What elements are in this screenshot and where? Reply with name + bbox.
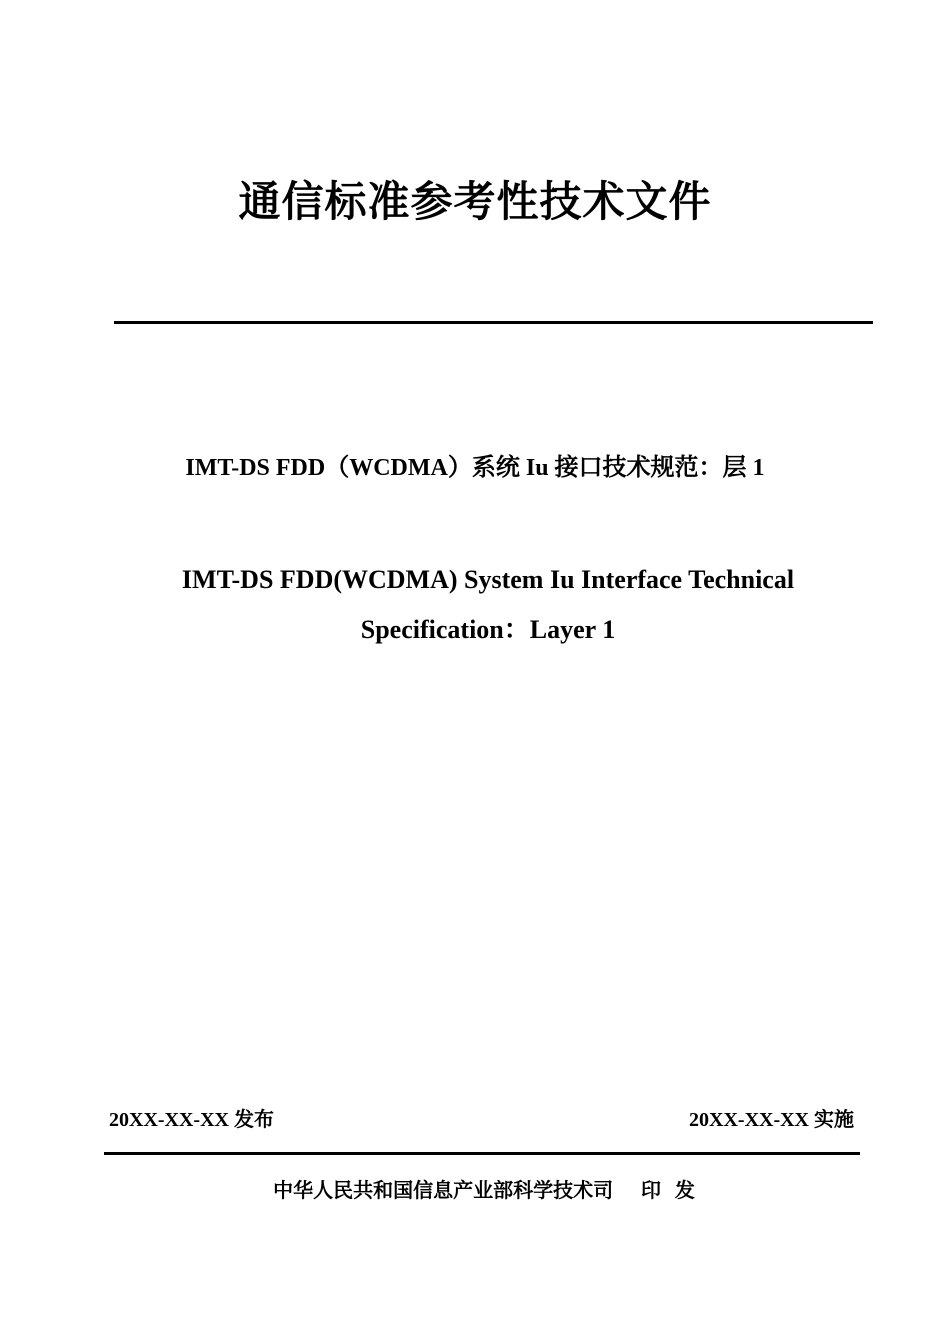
publish-date: 20XX-XX-XX 发布	[109, 1109, 274, 1131]
document-type-heading: 通信标准参考性技术文件	[238, 177, 712, 226]
effective-date: 20XX-XX-XX 实施	[689, 1109, 854, 1131]
top-divider	[114, 321, 873, 324]
bottom-divider	[104, 1152, 860, 1155]
title-chinese: IMT-DS FDD（WCDMA）系统 Iu 接口技术规范：层 1	[185, 455, 765, 481]
title-english: IMT-DS FDD(WCDMA) System Iu Interface Technical Specification：Layer 1	[181, 565, 795, 644]
issuing-authority: 中华人民共和国信息产业部科学技术司 印 发	[273, 1178, 695, 1202]
